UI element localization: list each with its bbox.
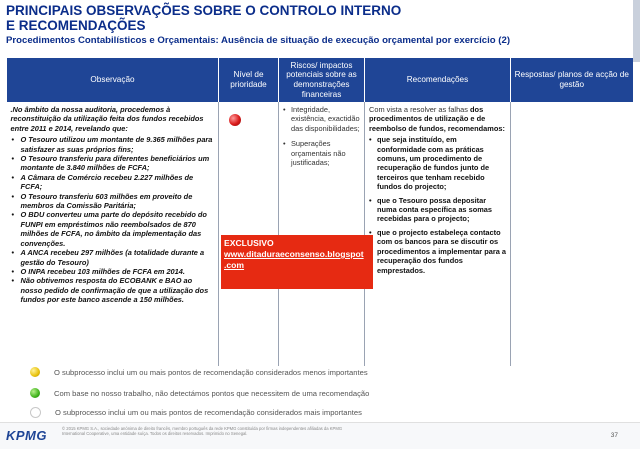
list-item: • Superações orçamentais não justificadas;: [291, 139, 360, 167]
kpmg-logo: KPMG: [6, 428, 47, 443]
col-header-observacao: Observação: [7, 58, 219, 102]
banner-link[interactable]: www.ditaduraeconsenso.blogspot: [224, 249, 364, 259]
list-item: • O INPA recebeu 103 milhões de FCFA em 2014.: [21, 267, 215, 276]
recommendation-intro-plain: Com vista a resolver as falhas: [369, 105, 471, 114]
list-item: • que o Tesouro possa depositar numa conta específica as somas recebidas para o projecto;: [377, 196, 506, 224]
footer-fine-print: © 2015 KPMG S.A., sociedade anónima de direito francês, membro português da rede KPMG constituída por firmas independentes afiliadas da KPMG International Cooperative, uma entidade suíça. Todos os direitos reservados. Imprimido no Senegal.: [62, 426, 343, 436]
white-circle-icon: [30, 407, 41, 418]
title-line-1: PRINCIPAIS OBSERVAÇÕES SOBRE O CONTROLO INTERNO: [6, 3, 402, 18]
observations-table: [6, 58, 633, 367]
table-header-row: [7, 58, 633, 102]
list-item: • O Tesouro transferiu 603 milhões em proveito de membros da Comissão Paritária;: [21, 192, 215, 211]
legend-text: Com base no nosso trabalho, não detectámos pontos que necessitem de uma recomendação: [54, 388, 370, 398]
list-item: • O Tesouro utilizou um montante de 9.365 milhões para satisfazer as suas próprios fins;: [21, 135, 215, 154]
list-item: • que seja instituído, em conformidade com as práticas comuns, um procedimento de recuperação de fundos junto de terceiros que tenham recebido fundos do projecto;: [377, 135, 506, 191]
recommendations-cell: [365, 102, 511, 367]
col-header-riscos: Riscos/ impactos potenciais sobre as demonstrações financeiras: [279, 58, 365, 102]
red-priority-indicator-icon: [229, 114, 241, 126]
list-item: • O Tesouro transferiu para diferentes beneficiários um montante de 3.840 milhões de FCFA;: [21, 154, 215, 173]
list-item: • A ANCA recebeu 297 milhões (a totalidade durante a gestão do Tesouro): [21, 248, 215, 267]
col-header-recomendacoes: Recomendações: [365, 58, 511, 102]
list-item: • Não obtivemos resposta do ECOBANK e BAO ao nosso pedido de confirmação de que a utilização dos fundos por este banco ascende a 150 milhões.: [21, 276, 215, 304]
header-corner-decoration: [633, 0, 640, 62]
risks-list: [283, 105, 360, 167]
banner-line-1: EXCLUSIVO: [224, 238, 274, 248]
observation-list: [11, 135, 215, 304]
legend-item-yellow: [30, 366, 368, 378]
exclusive-watermark-banner[interactable]: [221, 235, 373, 289]
page-number: 37: [610, 432, 618, 439]
list-item: • O BDU converteu uma parte do depósito recebido do FUNPI em empréstimos não reembolsados de 870 milhões de FCFA, no âmbito da implementação das convenções.: [21, 210, 215, 248]
legend-item-white: [30, 406, 362, 418]
page-title: [6, 3, 401, 33]
title-line-2: E RECOMENDAÇÕES: [6, 18, 146, 33]
list-item: • Integridade, existência, exactidão das disponibilidades;: [291, 105, 360, 133]
list-item: • A Câmara de Comércio recebeu 2.227 milhões de FCFA;: [21, 173, 215, 192]
observation-cell: [7, 102, 219, 367]
list-item: • que o projecto estabeleça contacto com os bancos para se discutir os procedimentos a implementar para a recuperação dos fundos emprestados.: [377, 228, 506, 275]
legend-text: O subprocesso inclui um ou mais pontos de recomendação considerados mais importantes: [55, 407, 362, 417]
green-circle-icon: [30, 388, 40, 398]
yellow-circle-icon: [30, 367, 40, 377]
responses-cell: [511, 102, 633, 367]
observation-intro: .No âmbito da nossa auditoria, procedemos à reconstituição da utilização feita dos fundos recebidos entre 2011 e 2014, revelando que:: [10, 105, 204, 133]
page-subtitle: Procedimentos Contabilísticos e Orçamentais: Ausência de situação de execução orçamental por exercício (2): [6, 35, 511, 46]
col-header-respostas: Respostas/ planos de acção de gestão: [511, 58, 633, 102]
legend-item-green: [30, 387, 369, 399]
recommendation-intro-bold: dos procedimentos de utilização e de reembolso de fundos, recomendamos:: [369, 105, 505, 133]
col-header-prioridade: Nível de prioridade: [219, 58, 279, 102]
legend-text: O subprocesso inclui um ou mais pontos de recomendação considerados menos importantes: [54, 367, 368, 377]
recommendations-list: [369, 135, 506, 275]
recommendation-intro: [369, 105, 506, 133]
banner-link-suffix[interactable]: .com: [224, 260, 245, 270]
